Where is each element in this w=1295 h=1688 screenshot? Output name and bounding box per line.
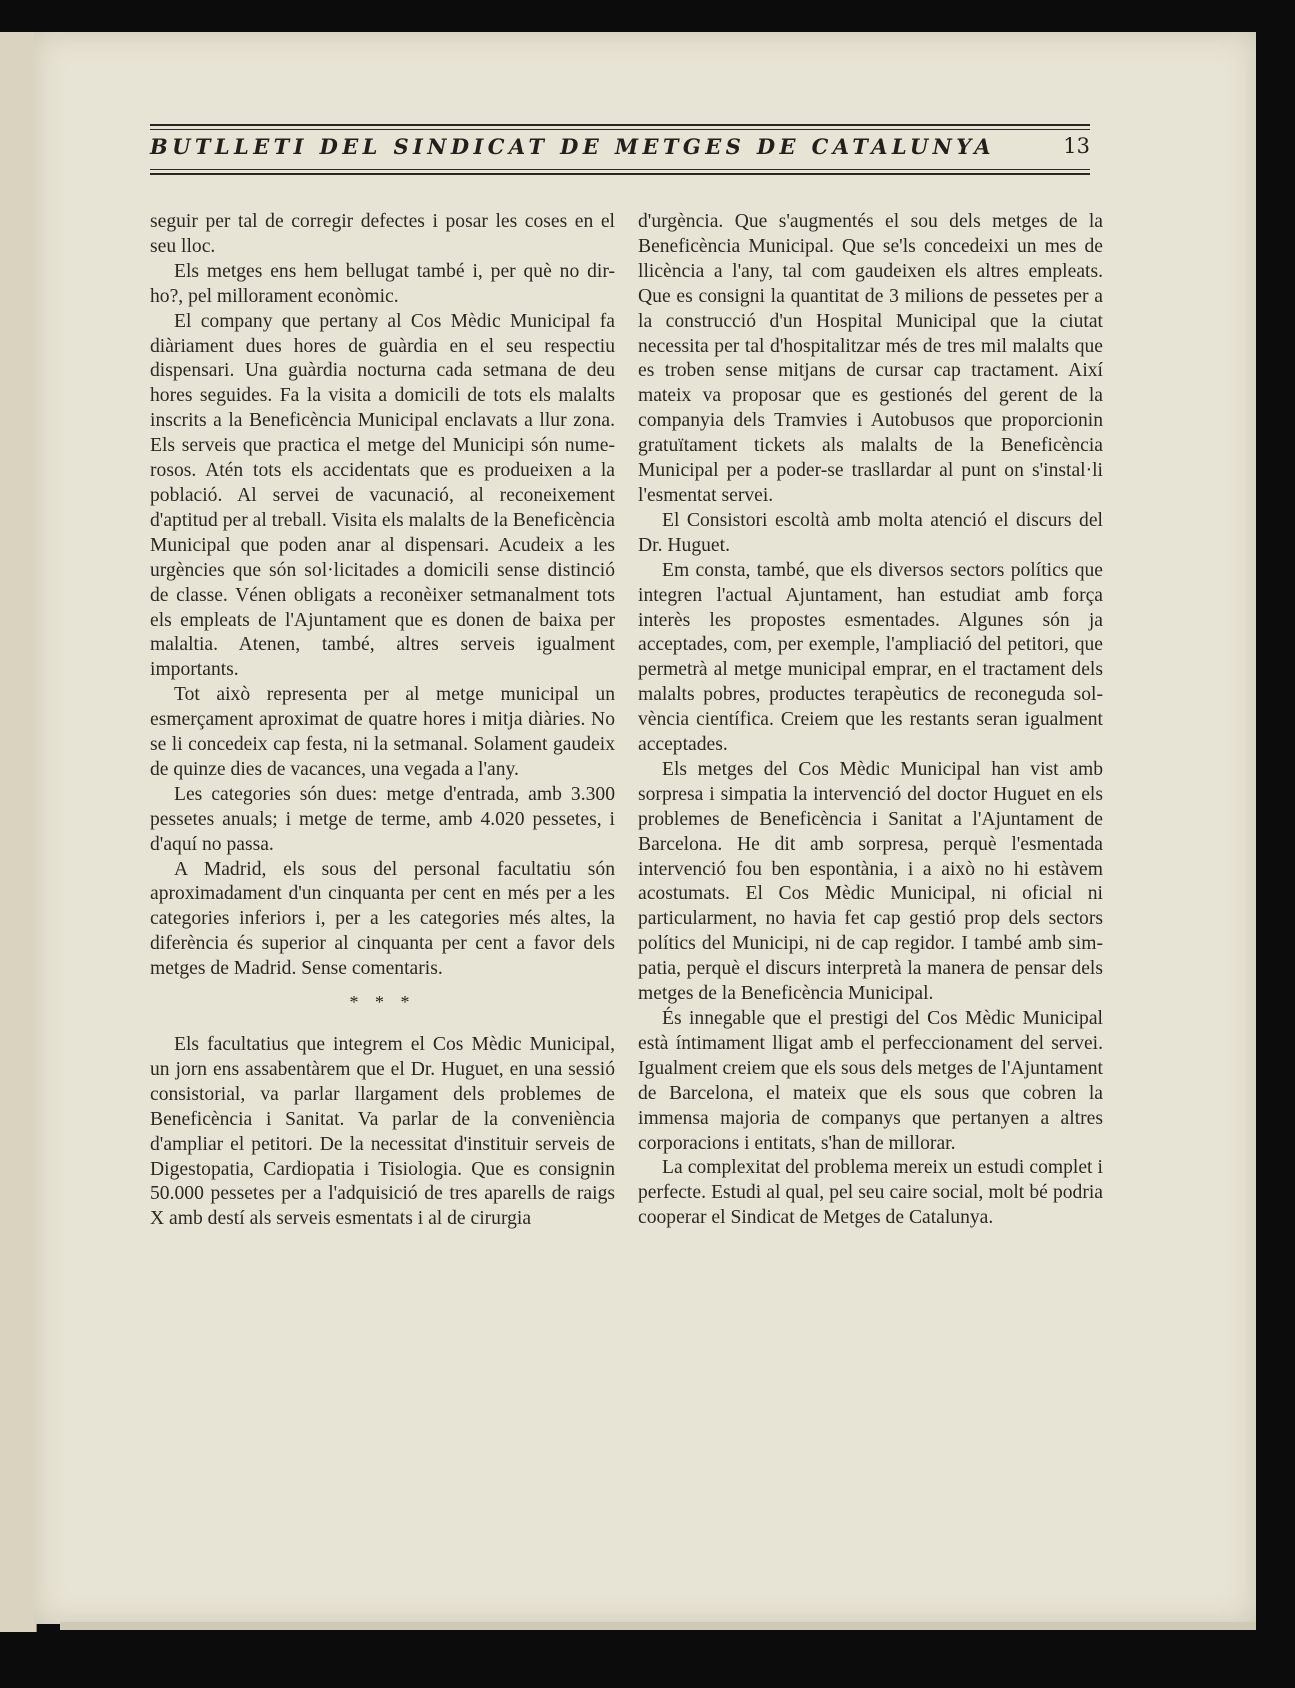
paragraph: d'urgència. Que s'augmentés el sou dels metges de la Beneficència Municipal. Que se'ls concedeixi un mes de llicència a l'any, tal com gaudeixen els altres empleats. Que es consigni la quantitat de 3 milions de pessetes per a la construcció d'un Hospital Municipal que la ciutat necessita per tal d'hospitalitzar més de tres mil malalts que es troben sense mitjans de cursar cap tractament. Així mateix va proposar que es gestionés del gerent de la companyia dels Tramvies i Autobusos que proporcionin gratuïtament tickets als malalts de la Beneficència Municipal per a poder-se trasllardar al punt on s'instal·li l'esmentat servei. <box>638 211 1103 506</box>
paragraph: Les categories són dues: metge d'entrada, amb 3.300 pessetes anuals; i metge de terme, amb 4.020 pessetes, i d'aquí no passa. <box>150 783 615 855</box>
paragraph: Els facultatius que integrem el Cos Mèdic Municipal, un jorn ens assabentàrem que el Dr. Huguet, en una sessió consistorial, va parlar llargament dels problemes de Beneficència i Sanitat. Va parlar de la conveniència d'ampliar el petitori. De la necessitat d'instituir serveis de Digestopatia, Cardiopatia i Tisiologia. Que es consignin 50.000 pessetes per a l'adquisició de tres aparells de raigs X amb destí als serveis esmentats i al de cirurgia <box>150 1034 615 1230</box>
header-rule-top-thin <box>150 129 1090 130</box>
header-text <box>150 134 1090 164</box>
header-rule-bottom-thin <box>150 169 1090 170</box>
left-column <box>150 210 615 1232</box>
section-separator: * * * <box>349 992 416 1013</box>
paragraph: Tot això representa per al metge municipal un esmerçament aproximat de quatre hores i mitja diàries. No se li concedeix cap festa, ni la setmanal. Solament gaudeix de quinze dies de vacances, una vegada a l'any. <box>150 684 615 780</box>
paragraph: El Consistori escoltà amb molta atenció el discurs del Dr. Huguet. <box>638 509 1103 556</box>
header-rule-top <box>150 124 1090 126</box>
paragraph: Els metges ens hem bellugat també i, per què no dir-ho?, pel millorament econòmic. <box>150 260 615 307</box>
paragraph: A Madrid, els sous del personal facultatiu són aproximadament d'un cinquanta per cent en més per a les categories inferiors i, per a les categories més altes, la diferència és superior al cinquanta per cent a favor dels metges de Madrid. Sense comentaris. <box>150 858 615 980</box>
paragraph: Els metges del Cos Mèdic Municipal han vist amb sorpresa i simpatia la intervenció del doctor Huguet en els problemes de Beneficència i Sanitat a l'Ajuntament de Barcelona. He dit amb sorpresa, perquè l'esmentada intervenció fou ben espontània, i a això no hi estàvem acostumats. El Cos Mèdic Municipal, ni oficial ni particularment, no havia fet cap gestió prop dels sectors polítics del Municipi, ni de cap regidor. I també amb simpatia, perquè el discurs interpretà la manera de pensar dels metges de la Beneficència Municipal. <box>638 758 1103 1005</box>
running-head <box>150 122 1090 180</box>
paragraph: seguir per tal de corregir defectes i posar les coses en el seu lloc. <box>150 211 615 257</box>
paragraph: És innegable que el prestigi del Cos Mèdic Municipal està íntimament lligat amb el perfeccionament del servei. Igualment creiem que els sous dels metges de l'Ajuntament de Barcelona, el mateix que els sous que cobren la immensa majoria de companys que pertanyen a altres corporacions i entitats, s'han de millorar. <box>638 1008 1103 1154</box>
right-column <box>638 210 1103 1231</box>
page-bottom-edge <box>60 1622 1256 1630</box>
paragraph: Em consta, també, que els diversos sectors polítics que integren l'actual Ajuntament, han estudiat amb força interès les propostes esmentades. Algunes són ja acceptades, com, per exemple, l'ampliació del petitori, que permetrà al metge municipal emprar, en el tractament dels malalts pobres, productes terapèutics de reconeguda solvència científica. Creiem que les restants seran igualment acceptades. <box>638 559 1103 756</box>
facing-page-edge <box>0 32 37 1632</box>
header-rule-bottom <box>150 173 1090 175</box>
page-number: 13 <box>1063 134 1090 158</box>
journal-title: BUTLLETI DEL SINDICAT DE METGES DE CATALUNYA <box>150 134 995 159</box>
paragraph: El company que pertany al Cos Mèdic Municipal fa diàriament dues hores de guàrdia en el seu respectiu dispensari. Una guàrdia nocturna cada setmana de deu hores seguides. Fa la visita a domicili de tots els malalts inscrits a la Beneficència Municipal enclavats a llur zona. Els serveis que practica el metge del Municipi són numerosos. Atén tots els accidentats que es produeixen a la població. Al servei de vacunació, al reconeixement d'aptitud per al treball. Visita els malalts de la Beneficència Municipal que poden anar al dispensari. Acudeix a les urgències que són sol·licitades a domicili sense distinció de classe. Vénen obligats a reconèixer setmanalment tots els empleats de l'Ajuntament que es donen de baixa per malaltia. Atenen, també, altres serveis igualment importants. <box>150 310 615 681</box>
paragraph: La complexitat del problema mereix un estudi complet i perfecte. Estudi al qual, pel seu caire social, molt bé podria cooperar el Sindicat de Metges de Catalunya. <box>638 1157 1103 1229</box>
